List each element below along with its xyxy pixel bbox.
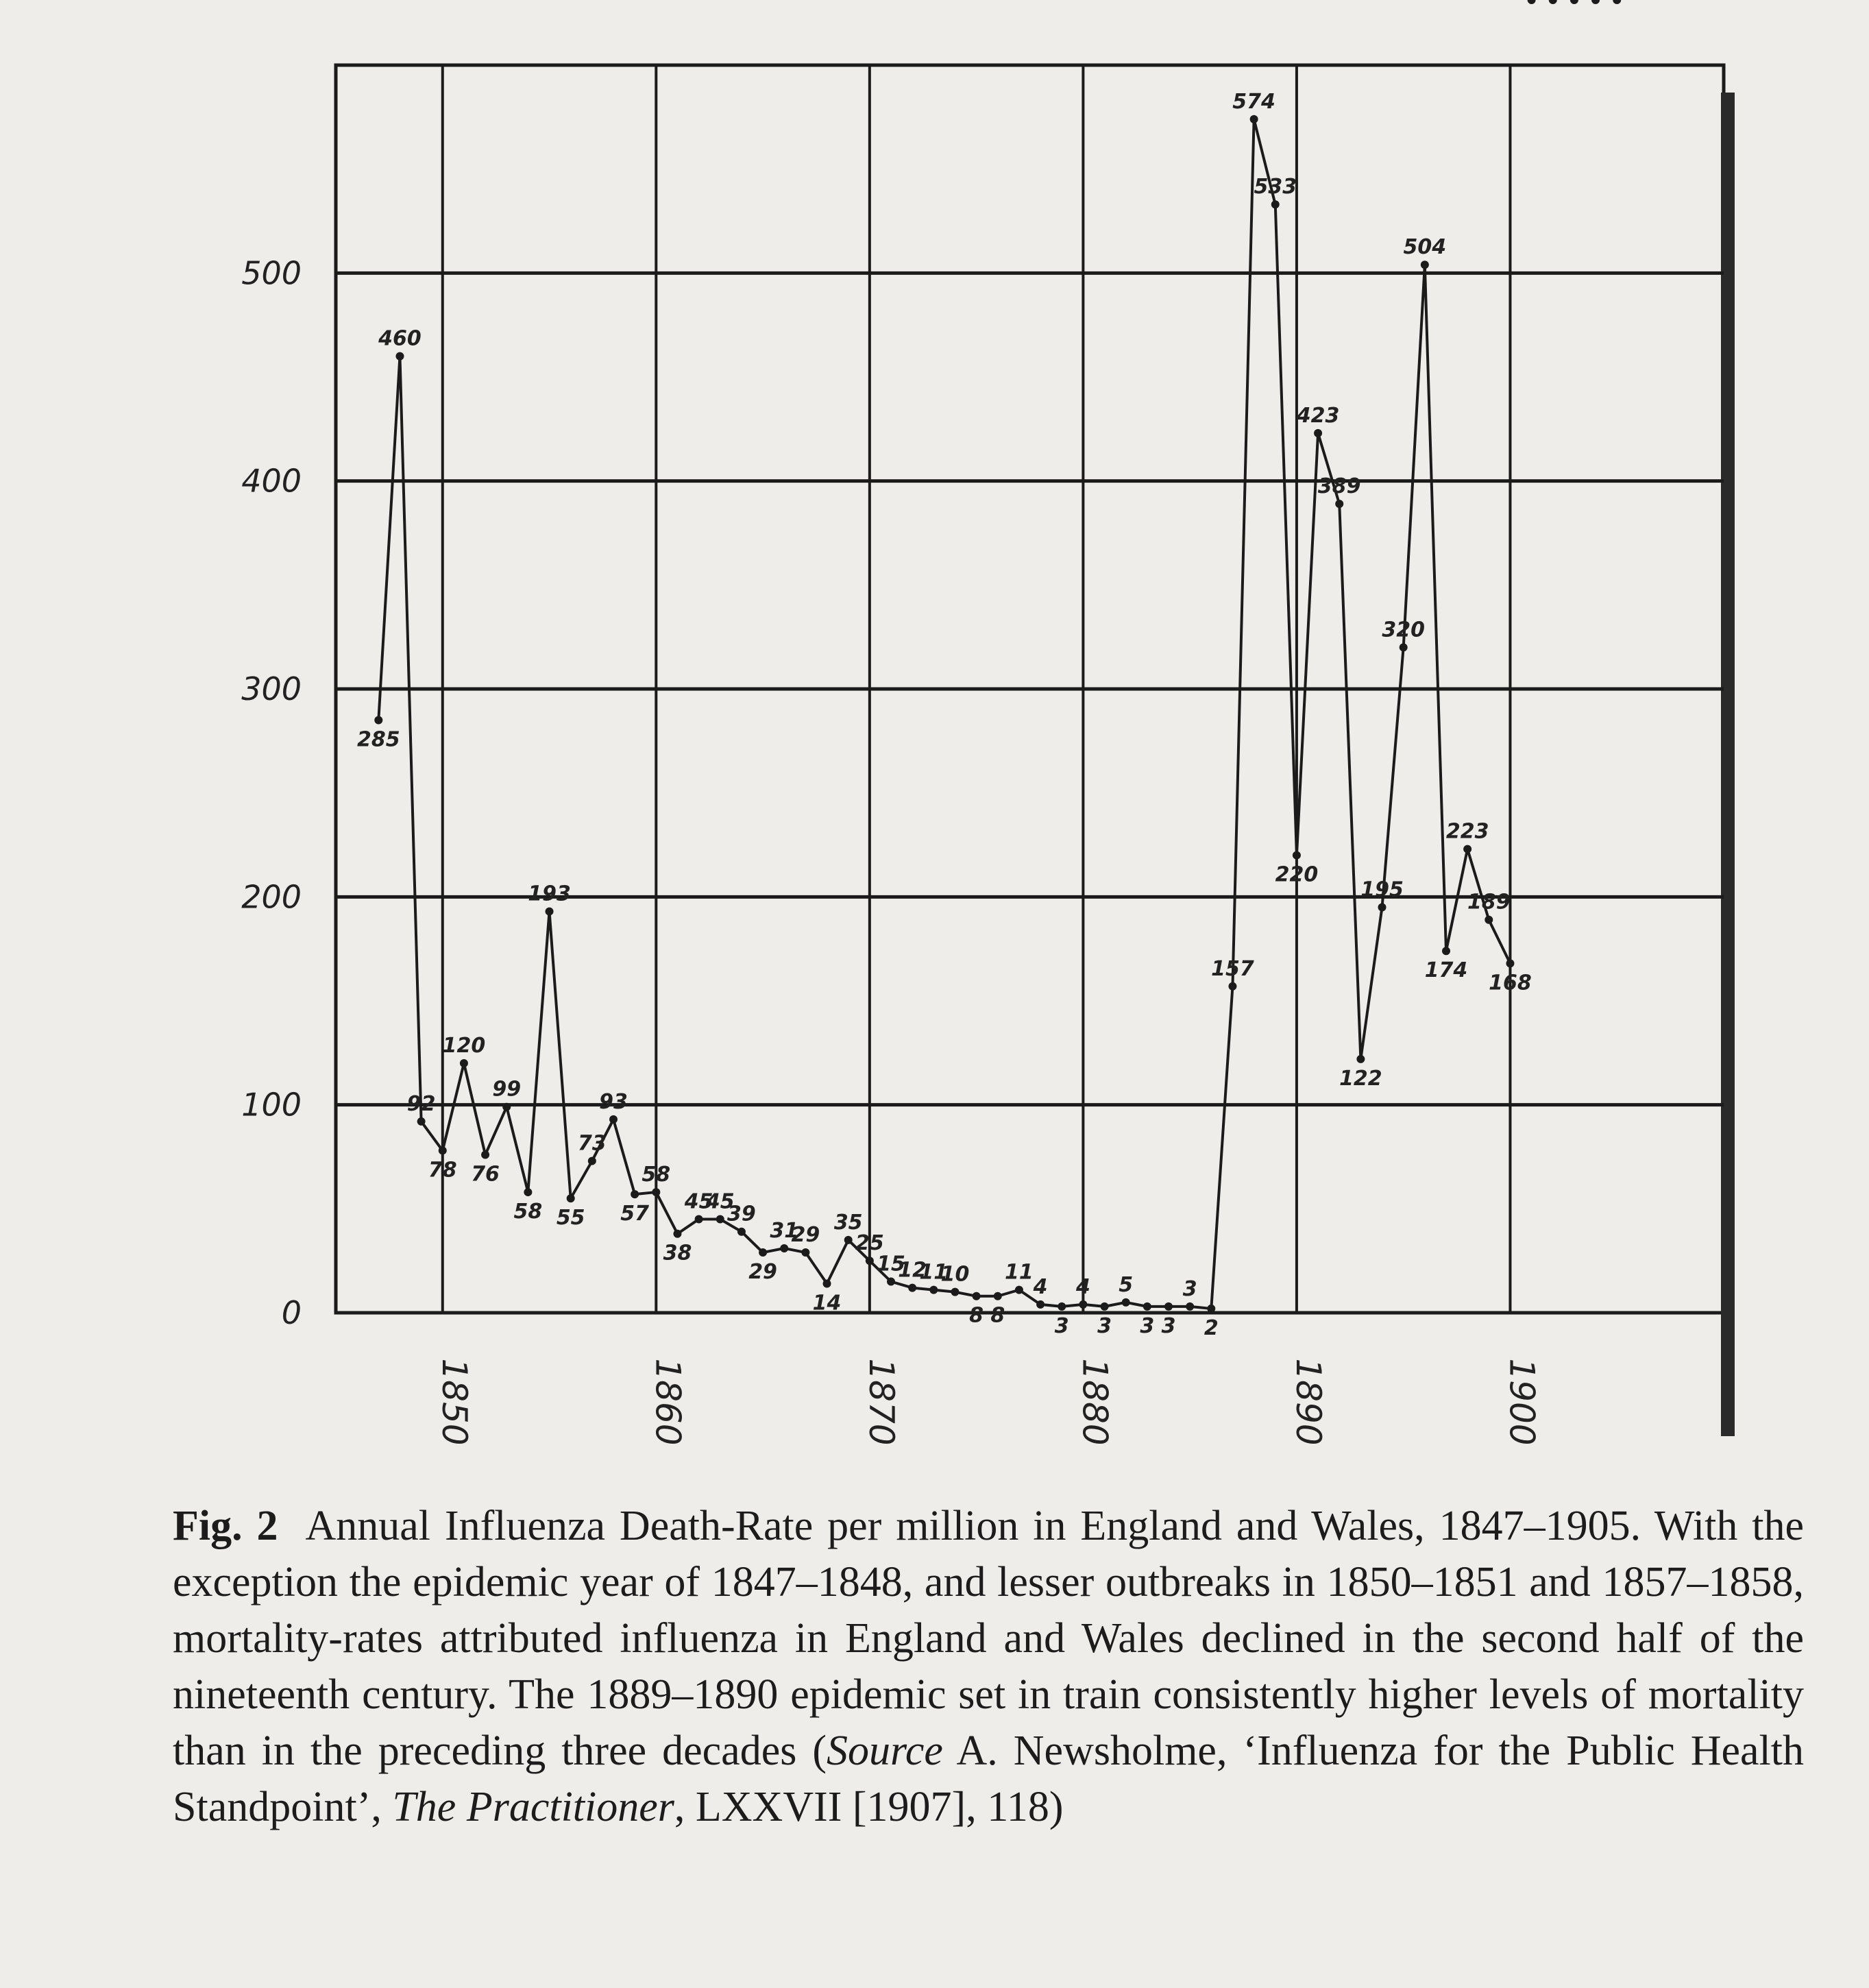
data-point — [823, 1280, 831, 1288]
data-label: 189 — [1467, 890, 1511, 914]
data-label: 78 — [428, 1158, 457, 1183]
data-point — [1207, 1305, 1215, 1313]
data-label: 99 — [492, 1077, 522, 1102]
data-label: 3 — [1182, 1276, 1197, 1301]
data-point — [1079, 1300, 1087, 1309]
data-point — [1250, 115, 1258, 123]
data-point — [1058, 1302, 1066, 1311]
data-label: 5 — [1119, 1272, 1134, 1297]
data-label: 423 — [1296, 403, 1340, 428]
data-label: 11 — [919, 1260, 949, 1285]
data-point — [1164, 1302, 1173, 1311]
caption-journal: The Practitioner — [392, 1784, 674, 1830]
data-label: 4 — [1075, 1274, 1090, 1299]
data-labels — [357, 90, 1532, 1340]
x-tick-label: 1900 — [1502, 1358, 1542, 1446]
y-tick-label: 0 — [281, 1294, 302, 1331]
data-label: 73 — [577, 1131, 607, 1156]
data-point — [439, 1146, 447, 1154]
data-point — [1400, 643, 1408, 651]
data-label: 10 — [940, 1262, 970, 1287]
data-label: 57 — [620, 1202, 650, 1226]
data-point — [1528, 0, 1536, 4]
y-tick-label: 200 — [241, 878, 302, 916]
data-label: 174 — [1424, 958, 1468, 983]
data-point — [609, 1115, 618, 1124]
data-point — [1485, 916, 1493, 924]
data-label: 389 — [1317, 474, 1361, 499]
data-label: 31 — [770, 1218, 799, 1243]
y-tick-label: 500 — [241, 254, 302, 292]
x-tick-label: 1890 — [1288, 1358, 1328, 1446]
data-label: 58 — [513, 1200, 543, 1224]
ruler-strip — [1721, 93, 1735, 1436]
y-tick-label: 100 — [241, 1086, 302, 1124]
data-label: 25 — [855, 1231, 884, 1256]
data-label: 12 — [898, 1258, 927, 1283]
data-point — [695, 1215, 703, 1224]
caption-text-2: A. Newsholme, ‘Influenza for the Public Health Standpoint’, — [173, 1728, 1804, 1830]
data-label: 15 — [877, 1252, 905, 1276]
data-label: 29 — [791, 1223, 820, 1248]
data-point — [759, 1248, 767, 1257]
data-label: 168 — [1489, 971, 1532, 995]
data-label: 3 — [1140, 1313, 1155, 1338]
grid — [336, 65, 1735, 1436]
data-point — [1356, 1055, 1365, 1063]
data-label: 122 — [1339, 1066, 1382, 1091]
x-tick-label: 1880 — [1075, 1358, 1115, 1446]
data-point — [801, 1248, 809, 1257]
data-point — [780, 1244, 788, 1252]
data-point — [1122, 1298, 1130, 1307]
data-label: 195 — [1360, 877, 1404, 902]
data-point — [1101, 1302, 1109, 1311]
data-point — [1293, 851, 1301, 860]
data-point — [502, 1103, 511, 1111]
data-point — [1570, 0, 1578, 4]
data-label: 55 — [556, 1206, 585, 1231]
data-label: 38 — [663, 1241, 692, 1265]
data-point — [1036, 1300, 1045, 1309]
data-label: 39 — [727, 1202, 756, 1226]
data-point — [524, 1188, 532, 1196]
data-point — [1421, 260, 1429, 269]
data-point — [737, 1228, 746, 1236]
data-point — [887, 1278, 895, 1286]
data-label: 3 — [1097, 1313, 1112, 1338]
data-label: 8 — [969, 1303, 984, 1328]
data-point — [652, 1188, 660, 1196]
data-label: 11 — [1005, 1260, 1034, 1285]
figure-label: Fig. 2 — [173, 1503, 278, 1549]
data-point — [951, 1288, 959, 1296]
data-point — [417, 1117, 426, 1126]
x-tick-label: 1860 — [648, 1358, 688, 1446]
figure-caption — [173, 1498, 1804, 1835]
data-point — [1463, 845, 1471, 853]
data-point — [1506, 959, 1514, 967]
data-label: 35 — [833, 1210, 863, 1235]
data-label: 45 — [684, 1189, 713, 1214]
data-point — [1186, 1302, 1194, 1311]
data-label: 2 — [1204, 1316, 1219, 1340]
data-point — [567, 1194, 575, 1202]
series — [374, 0, 1621, 1313]
data-label: 93 — [599, 1089, 628, 1114]
death-rate-line — [378, 119, 1510, 1309]
data-point — [460, 1059, 468, 1067]
data-point — [395, 352, 404, 361]
x-tick-label: 1850 — [434, 1358, 474, 1446]
y-tick-label: 300 — [241, 670, 302, 707]
caption-text-3: , LXXVII [1907], 118) — [674, 1784, 1064, 1830]
data-label: 504 — [1403, 235, 1447, 260]
data-point — [546, 908, 554, 916]
data-label: 120 — [442, 1034, 486, 1058]
data-label: 58 — [642, 1163, 671, 1187]
data-label: 29 — [748, 1260, 777, 1285]
caption-text-1: Annual Influenza Death-Rate per million in England and Wales, 1847–1905. With the exception the epidemic year of 1847–1848, and lesser outbreaks in 1850–1851 and 1857–1858, mortality-rates attributed influenza in England and Wales declined in the second half of the nineteenth century. The 1889–1890 epidemic set in train consistently higher levels of mortality than in the preceding three decades ( — [173, 1503, 1804, 1774]
data-label: 4 — [1033, 1274, 1048, 1299]
data-label: 320 — [1382, 618, 1426, 642]
data-label: 3 — [1054, 1313, 1069, 1338]
data-label: 223 — [1445, 819, 1489, 844]
data-point — [716, 1215, 724, 1224]
data-point — [1314, 429, 1322, 437]
data-label: 45 — [705, 1189, 735, 1214]
data-point — [481, 1150, 489, 1159]
data-label: 193 — [528, 882, 571, 906]
data-point — [1228, 982, 1236, 991]
data-label: 157 — [1211, 956, 1254, 981]
data-point — [588, 1157, 596, 1165]
data-point — [374, 716, 382, 725]
data-point — [908, 1284, 916, 1292]
data-point — [1271, 200, 1280, 208]
data-point — [1015, 1286, 1023, 1294]
data-point — [929, 1286, 938, 1294]
data-point — [1335, 500, 1343, 508]
data-label: 92 — [406, 1091, 436, 1116]
data-label: 8 — [990, 1303, 1005, 1328]
data-label: 76 — [471, 1162, 500, 1187]
data-label: 14 — [812, 1291, 842, 1316]
y-tick-label: 400 — [241, 462, 302, 500]
data-point — [994, 1292, 1002, 1300]
x-tick-label: 1870 — [861, 1358, 901, 1446]
data-point — [1143, 1302, 1151, 1311]
data-point — [1591, 0, 1600, 4]
data-label: 3 — [1161, 1313, 1176, 1338]
data-point — [1378, 904, 1387, 912]
data-point — [844, 1236, 853, 1244]
data-label: 533 — [1254, 175, 1297, 199]
data-label: 220 — [1275, 862, 1319, 887]
data-point — [1613, 0, 1621, 4]
data-point — [1442, 947, 1450, 955]
data-point — [1549, 0, 1557, 4]
caption-source-word: Source — [827, 1728, 943, 1774]
data-label: 460 — [378, 326, 422, 351]
data-label: 574 — [1232, 89, 1275, 114]
data-point — [866, 1257, 874, 1265]
data-label: 285 — [356, 727, 400, 752]
data-point — [973, 1292, 981, 1300]
data-point — [631, 1190, 639, 1198]
data-point — [673, 1230, 681, 1238]
